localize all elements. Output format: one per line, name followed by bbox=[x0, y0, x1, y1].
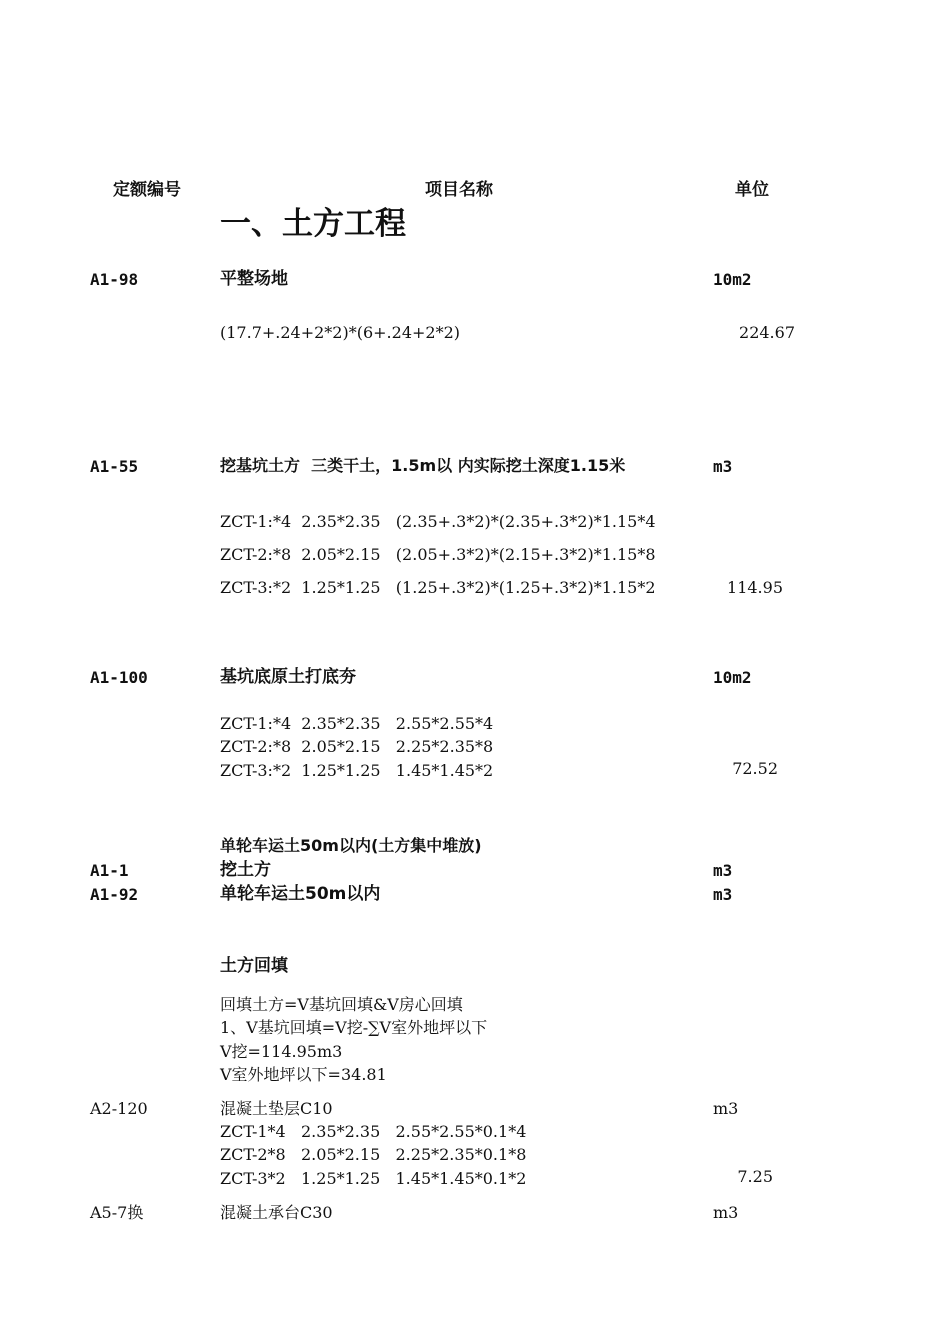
item-code: A2-120 bbox=[90, 1099, 148, 1118]
item-code: A1-55 bbox=[90, 457, 139, 476]
calc-line: ZCT-1*4 2.35*2.35 2.55*2.55*0.1*4 bbox=[220, 1122, 527, 1141]
item-code: A1-100 bbox=[90, 668, 148, 687]
calc-line: ZCT-2:*8 2.05*2.15 (2.05+.3*2)*(2.15+.3*2)*1.15*8 bbox=[220, 545, 656, 564]
item-code: A5-7换 bbox=[90, 1203, 144, 1222]
item-name: 单轮车运土50m以内 bbox=[220, 884, 381, 904]
calc-formula: (17.7+.24+2*2)*(6+.24+2*2) bbox=[220, 323, 461, 342]
calc-line: ZCT-3*2 1.25*1.25 1.45*1.45*0.1*2 bbox=[220, 1169, 527, 1188]
item-code: A1-1 bbox=[90, 861, 129, 880]
item-unit: m3 bbox=[713, 457, 733, 476]
calc-line: ZCT-1:*4 2.35*2.35 (2.35+.3*2)*(2.35+.3*2)*1.15*4 bbox=[220, 512, 656, 531]
item-name: 混凝土承台C30 bbox=[220, 1203, 333, 1222]
item-code: A1-92 bbox=[90, 885, 139, 904]
item-unit: m3 bbox=[713, 1099, 739, 1118]
header-unit: 单位 bbox=[735, 180, 769, 200]
calc-line: ZCT-2*8 2.05*2.15 2.25*2.35*0.1*8 bbox=[220, 1145, 527, 1164]
calc-line: ZCT-3:*2 1.25*1.25 (1.25+.3*2)*(1.25+.3*2)*1.15*2 bbox=[220, 578, 656, 597]
quantity: 224.67 bbox=[739, 323, 795, 342]
quantity: 114.95 bbox=[727, 578, 783, 597]
item-unit: 10m2 bbox=[713, 668, 752, 687]
note-line: 1、V基坑回填=V挖-∑V室外地坪以下 bbox=[220, 1018, 488, 1037]
quantity: 72.52 bbox=[732, 759, 778, 778]
item-code: A1-98 bbox=[90, 270, 139, 289]
calc-line: ZCT-3:*2 1.25*1.25 1.45*1.45*2 bbox=[220, 761, 494, 780]
item-unit: m3 bbox=[713, 885, 733, 904]
header-code: 定额编号 bbox=[113, 180, 181, 200]
item-name: 挖基坑土方 三类干土，1.5m以 内实际挖土深度1.15米 bbox=[220, 456, 626, 475]
note-line: 回填土方=V基坑回填&V房心回填 bbox=[220, 995, 463, 1014]
item-name: 基坑底原土打底夯 bbox=[220, 667, 356, 687]
item-unit: 10m2 bbox=[713, 270, 752, 289]
note-line: V室外地坪以下=34.81 bbox=[220, 1065, 387, 1084]
calc-line: ZCT-1:*4 2.35*2.35 2.55*2.55*4 bbox=[220, 714, 494, 733]
item-unit: m3 bbox=[713, 861, 733, 880]
calc-line: ZCT-2:*8 2.05*2.15 2.25*2.35*8 bbox=[220, 737, 494, 756]
note-line: V挖=114.95m3 bbox=[220, 1042, 343, 1061]
item-name: 混凝土垫层C10 bbox=[220, 1099, 333, 1118]
quantity: 7.25 bbox=[737, 1167, 773, 1186]
section-title: 一、土方工程 bbox=[220, 206, 406, 242]
group-title: 土方回填 bbox=[220, 956, 288, 976]
item-unit: m3 bbox=[713, 1203, 739, 1222]
group-title: 单轮车运土50m以内(土方集中堆放) bbox=[220, 836, 482, 855]
item-name: 挖土方 bbox=[220, 860, 271, 880]
item-name: 平整场地 bbox=[220, 269, 288, 289]
header-name: 项目名称 bbox=[425, 180, 493, 200]
